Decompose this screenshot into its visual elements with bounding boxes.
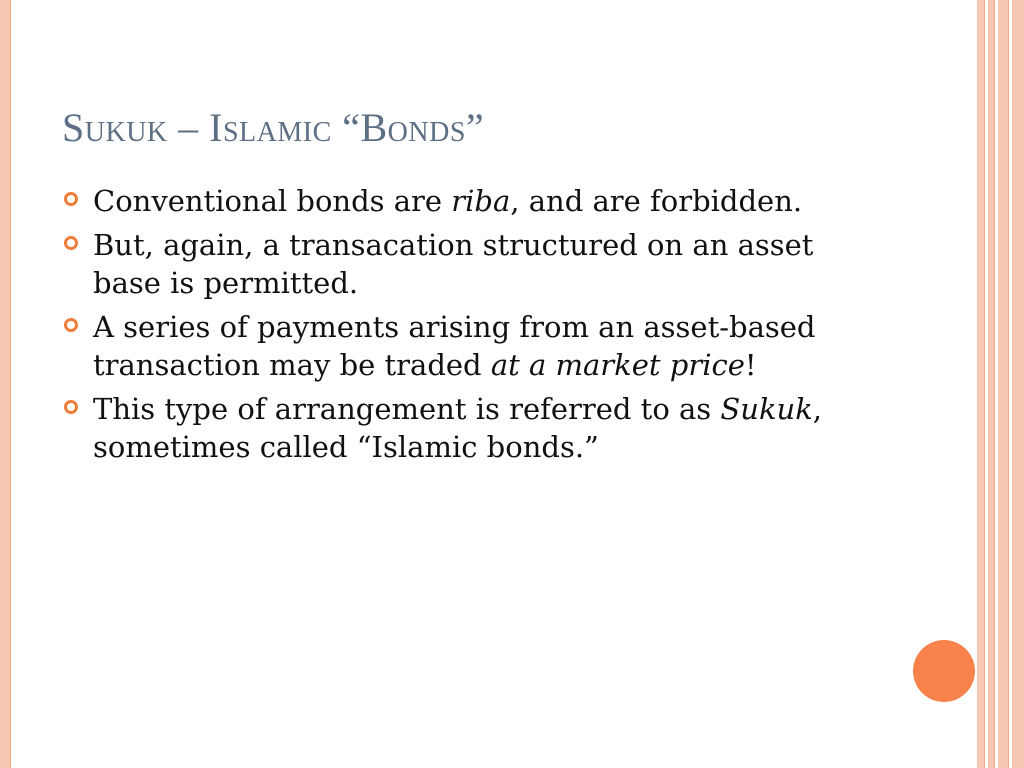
bullet-ring-icon [64,318,78,332]
bullet-item [62,308,882,384]
bullet-text: A series of payments arising from an asset-based transaction may be traded [93,310,816,382]
right-decorative-stripe [998,0,1008,768]
slide-title: Sukuk – Islamic “Bonds” [62,105,485,150]
bullet-item [62,182,882,220]
right-decorative-stripe [977,0,984,768]
bullet-list [62,182,882,472]
bullet-text: ! [744,348,757,382]
bullet-text: , sometimes called “Islamic bonds.” [93,392,822,464]
bullet-text: This type of arrangement is referred to as [93,392,721,426]
bullet-text: Conventional bonds are [93,184,452,218]
bullet-emphasis: Sukuk [720,392,813,426]
bullet-item [62,226,882,302]
left-decorative-stripe [0,0,10,768]
right-decorative-stripe [1012,0,1024,768]
bullet-text: , and are forbidden. [510,184,803,218]
bullet-emphasis: at a market price [490,348,745,382]
bullet-text: But, again, a transacation structured on an asset base is permitted. [93,228,814,300]
right-decorative-line [994,0,995,768]
right-decorative-line [984,0,985,768]
right-decorative-line [1008,0,1009,768]
bullet-emphasis: riba [451,184,511,218]
left-decorative-line [10,0,11,768]
bullet-ring-icon [64,236,78,250]
decorative-circle [913,640,975,702]
bullet-ring-icon [64,400,78,414]
bullet-ring-icon [64,192,78,206]
bullet-item [62,390,882,466]
